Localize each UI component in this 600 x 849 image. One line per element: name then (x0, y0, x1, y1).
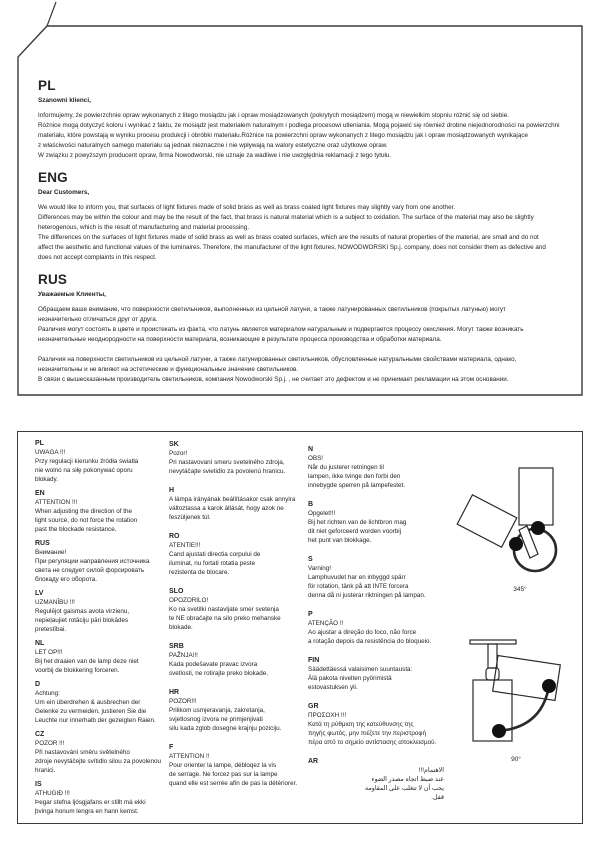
joint-dot (542, 679, 556, 693)
warning-line: svjetlosnog izvora ne primjenjivati (169, 716, 263, 723)
warning-title: ATTENTION !!! (35, 499, 78, 506)
warning-line: A lámpa irányának beállításakor csak annyira (169, 496, 296, 503)
paragraph-line: does not accept complaints in this respect. (38, 254, 157, 261)
corner-fold-mark (47, 2, 56, 26)
language-code-heading: ENG (38, 170, 68, 185)
paragraph-line: affect the aesthetic and functional values of the luminaires. Therefore, the manufacturer of the light fixtures, NOWODWORSKI Sp.j. company, does not consider them as defective and (38, 244, 546, 251)
warning-line: het punt van blokkage. (308, 537, 372, 544)
language-code-heading: PL (38, 79, 56, 93)
warning-line: Lamphuvudet har en inbyggd spärr (308, 574, 406, 581)
warning-line: При регуляции направления источника (35, 558, 150, 565)
language-code: LV (35, 590, 44, 597)
warning-block-is (35, 780, 173, 816)
warning-title: POZOR!!! (169, 698, 197, 705)
paragraph-line: Различия на поверхности светильников из цельной латуни, а также латунированных светильников, обусловленные натуральными свойствами материала, однако, (38, 356, 517, 363)
swivel-collar (486, 668, 499, 680)
paragraph-line: Informujemy, że powierzchnie opraw wykonanych z litego mosiądzu jak i opraw mosiądzowanych (pokrytych mosiądzem) mogą w niewielkim stopniu różnić się od siebie. (38, 112, 509, 119)
paragraph-line: В связи с вышесказанным производитель светильников, компания Nowodworski Sp.j. , не считает это дефектом и не принимает рекламации на этом основании. (38, 376, 509, 383)
warning-line: Pri nastavovaní smeru svetelného zdroja, (169, 459, 285, 466)
warning-title: PAŽNJA!!! (169, 652, 198, 659)
page2-column-2 (169, 440, 311, 788)
warning-line: Bij het richten van de lichtbron mag (308, 519, 407, 526)
language-code: H (169, 487, 175, 494)
warning-title: Pozor! (169, 450, 188, 457)
warning-block-lv (35, 589, 173, 634)
paragraph-line: Differences may be within the colour and may be the result of the fact, that brass is natural material which is a subject to oxidation. The surface of the material may also be slightly (38, 214, 534, 221)
paragraph-line (38, 345, 578, 355)
language-code: GR (308, 703, 319, 710)
language-code: RUS (35, 540, 50, 547)
warning-block-slo (169, 587, 311, 632)
lamp-stem (488, 644, 497, 668)
warning-title: ΠΡΟΣΟΧΗ !!! (308, 712, 347, 719)
warning-line: Przy regulacji kierunku źródła światła (35, 458, 139, 465)
language-code: B (308, 501, 314, 508)
warning-block-en (35, 489, 173, 534)
warning-block-n (308, 445, 458, 490)
warning-line: te NE obračajte na silo preko mehanske (169, 615, 281, 622)
warning-line: عند ضبط اتجاه مصدر الضوء (371, 776, 444, 783)
warning-line: past the blockade resistance. (35, 526, 117, 533)
language-code: RO (169, 533, 180, 540)
language-code: AR (308, 758, 319, 765)
warning-title: ATTENTION !! (169, 753, 210, 760)
language-code: D (35, 681, 41, 688)
warning-title: Achtung: (35, 690, 60, 697)
warning-line: quand elle est serrée afin de pas la détériorer. (169, 780, 298, 787)
warning-line: Cand ajustati directia corpului de (169, 551, 261, 558)
warning-block-d (35, 680, 173, 725)
warning-block-ro (169, 532, 311, 577)
warning-title: Varning! (308, 565, 331, 572)
lamp-head-tilted (457, 495, 517, 547)
warning-line: πηγής φωτός, μην πιέζετε την περιστροφή (308, 730, 426, 737)
language-code: SLO (169, 588, 184, 595)
paragraph-line: Обращаем ваше внимание, что поверхности светильников, выполненных из цельной латуни, а также латунированных светильников (покрытых латунью) могут (38, 306, 506, 313)
warning-title: POZOR !!! (35, 740, 65, 747)
language-code: SRB (169, 643, 184, 650)
warning-block-srb (169, 642, 311, 678)
language-code: EN (35, 490, 45, 497)
paragraph-line: z właściwości naturalnych samego materiału są jednak nieznaczne i nie wpływają na walory estetyczne oraz użytkowe opraw. (38, 142, 388, 149)
warning-block-pl (35, 439, 173, 484)
warning-line: nie wolno na siłę pokonywać oporu (35, 467, 133, 474)
paragraph-line: We would like to inform you, that surfaces of light fixtures made of solid brass as well as brass coated light fixtures may slightly vary from one another. (38, 204, 456, 211)
salutation: Dear Customers, (38, 189, 90, 196)
warning-block-cz (35, 730, 173, 775)
warning-line: þvinga honum lengra en hann kemst. (35, 808, 139, 815)
warning-line: Bij het draaien van de lamp deze niet (35, 658, 139, 665)
page2-column-1 (35, 439, 173, 816)
warning-line: πέρα από το σημείο αντίστασης αποκλεισμού. (308, 739, 437, 746)
warning-line: Leuchte nur innerhalb der gezeigten Raien. (35, 717, 156, 724)
warning-block-rus (35, 539, 173, 584)
warning-line: Når du justerer retningen til (308, 464, 384, 471)
warning-line: Regulējot gaismas avota virzienu, (35, 608, 130, 615)
warning-line: estovastuksen yli. (308, 684, 358, 691)
language-code: IS (35, 781, 42, 788)
paragraph-line: The differences on the surfaces of light fixtures made of solid brass as well as brass coated surfaces, which are the results of natural properties of the material, are small and do not (38, 234, 539, 241)
warning-title: ATENTIE!!! (169, 542, 201, 549)
warning-line: nepieļaujiet rotāciju pāri blokādes (35, 617, 129, 624)
warning-block-s (308, 555, 458, 600)
warning-block-sk (169, 440, 311, 476)
warning-line: blokade. (169, 624, 193, 631)
warning-title: UWAGA !!! (35, 449, 66, 456)
warning-line: pretestībai. (35, 626, 67, 633)
paragraph-line: W związku z powyższym producent opraw, firma Nowodworski, nie uznaje za wadliwe i nie uwzględnia reklamacji z tego tytułu. (38, 152, 392, 159)
warning-line: света не следует силой форсировать (35, 567, 145, 574)
warning-line: Þegar stefna ljósgjafans er stillt má ekki (35, 799, 146, 806)
language-code: FIN (308, 657, 320, 664)
warning-line: Gelenke zu vermeiden, justieren Sie die (35, 708, 147, 715)
paragraph-line: незначительно отличаться друг от друга. (38, 316, 158, 323)
language-code: CZ (35, 731, 45, 738)
warning-line: When adjusting the direction of the (35, 508, 132, 515)
warning-line: الاهتمام!!! (418, 767, 444, 774)
warning-block-hr (169, 688, 311, 733)
language-section-rus (38, 273, 578, 385)
warning-line: Pour orienter la lampe, débloqez la vis (169, 762, 277, 769)
language-code: NL (35, 640, 45, 647)
warning-line: hranici. (35, 767, 56, 774)
warning-title: Внимание! (35, 549, 67, 556)
warning-line: zdroje nevytáčejte svítidlo silou za povolenou (35, 758, 162, 765)
paragraph-line: незначительны и не влияют на эстетические и функциональные значение светильников. (38, 366, 299, 373)
warning-line: Kada podešavate pravac izvora (169, 661, 258, 668)
lamp-head-tilted (493, 656, 561, 701)
language-code: P (308, 611, 313, 618)
language-code: N (308, 446, 314, 453)
warning-line: iluminat, nu fortati rotatia peste (169, 560, 256, 567)
warning-line: nevytáčajte svietidlo za povolenú hranicu. (169, 468, 286, 475)
language-code-heading: RUS (38, 272, 68, 287)
warning-block-nl (35, 639, 173, 675)
warning-line: változtassa a karok állását, hogy azok ne (169, 505, 284, 512)
language-section-pl (38, 79, 578, 161)
warning-line: يجب أن لا تتغلب على المقاومة (365, 785, 444, 792)
warning-line: блокаду его оборота. (35, 576, 97, 583)
warning-line: innebygde sperren på lampefestet. (308, 482, 405, 489)
ceiling-spotlight-tilt-diagram (438, 628, 588, 790)
warning-title: ATENÇÃO !! (308, 620, 344, 627)
paragraph-line: незначительные неоднородности на поверхности материала, возникающие в результате процесса производства и обработки материала. (38, 336, 442, 343)
wall-spotlight-rotation-diagram (438, 450, 588, 606)
language-code: SK (169, 441, 179, 448)
warning-line: rezistenta de blocare. (169, 569, 230, 576)
warning-title: OBS! (308, 455, 324, 462)
warning-block-p (308, 610, 458, 646)
rotation-angle-label: 345° (513, 586, 527, 593)
language-code: S (308, 556, 313, 563)
page1-sections (38, 79, 578, 395)
language-code: PL (35, 440, 44, 447)
warning-line: blokady. (35, 476, 58, 483)
warning-block-ar (308, 757, 458, 802)
joint-dot (509, 537, 523, 551)
warning-title: UZMANĪBU !!! (35, 599, 75, 606)
warning-line: قفل. (431, 794, 444, 801)
paragraph-line: heterogenous, which is the result of manufacturing and material processing. (38, 224, 250, 231)
warning-line: Při nastavování směru světelného (35, 749, 130, 756)
warning-line: denna då ni justerar riktningen på lampan. (308, 592, 426, 599)
warning-line: silu kada zglob dosegne krajnju poziciju. (169, 725, 282, 732)
salutation: Szanowni klienci, (38, 97, 91, 104)
paragraph-line: materiału, które powstają w wyniku procesu produkcji i obróbki materiału.Różnice na powierzchni opraw wykonanych z litego mosiądzu jak i opraw mosiądzowanych wynikające (38, 132, 528, 139)
warning-block-f (169, 743, 311, 788)
warning-line: svetlosti, ne rotirajte preko blokade. (169, 670, 269, 677)
warning-title: LET OP!!! (35, 649, 63, 656)
warning-line: a rotação depois da resistência do bloqueio. (308, 638, 432, 645)
warning-page (17, 431, 583, 824)
paragraph-line: Różnice mogą dotyczyć koloru i wynikać z faktu, że mosiądz jest materiałem naturalnym i podlega procesowi utleniania. Mogą pojawić się również drobne niejednorodności na powierzchni (38, 122, 560, 129)
paragraph-line: Различия могут состоять в цвете и проистекать из факта, что латунь является материалом натуральным и подвергается процессу окисления. Могут также возникать (38, 326, 524, 333)
language-code: HR (169, 689, 180, 696)
warning-title: OPOZORILO! (169, 597, 209, 604)
warning-block-gr (308, 702, 458, 747)
warning-line: Prilikom usmjeravanja, zakretanja, (169, 707, 265, 714)
warning-line: Ko na svetilki nastavljate smer svetenja (169, 606, 279, 613)
language-section-eng (38, 171, 578, 263)
warning-line: feszüljenek túl. (169, 514, 211, 521)
page2-column-3 (308, 445, 458, 802)
warning-line: dit niet geforceerd worden voorbij (308, 528, 402, 535)
warning-line: Ao ajustar a direção do foco, não force (308, 629, 417, 636)
warning-title: ATHUGIÐ !!! (35, 790, 70, 797)
warning-line: Um ein überdrehen & ausbrechen der (35, 699, 141, 706)
joint-dot (492, 724, 506, 738)
warning-block-h (169, 486, 311, 522)
joint-dot (531, 521, 545, 535)
notice-page (0, 0, 600, 412)
warning-block-fin (308, 656, 458, 692)
warning-title: Opgelet!!! (308, 510, 336, 517)
warning-line: Älä pakota nivelten pyörimistä (308, 675, 392, 682)
warning-line: för rotation, tänk på att INTE forcera (308, 583, 409, 590)
warning-block-b (308, 500, 458, 545)
warning-line: Κατά τη ρύθμιση της κατεύθυνσης της (308, 721, 414, 728)
language-code: F (169, 744, 174, 751)
salutation: Уважаемые Клиенты, (38, 291, 106, 298)
lamp-head-upright (519, 468, 553, 525)
tilt-angle-label: 90° (511, 756, 521, 763)
warning-line: light source, do not force the rotation (35, 517, 138, 524)
warning-line: voorbij de blokkering forceren. (35, 667, 120, 674)
warning-line: de serrage. Ne forcez pas sur la lampe (169, 771, 278, 778)
warning-line: Säädettäessä valaisimen suuntausta: (308, 666, 413, 673)
warning-line: lampen, ikke tvinge den forbi den (308, 473, 401, 480)
